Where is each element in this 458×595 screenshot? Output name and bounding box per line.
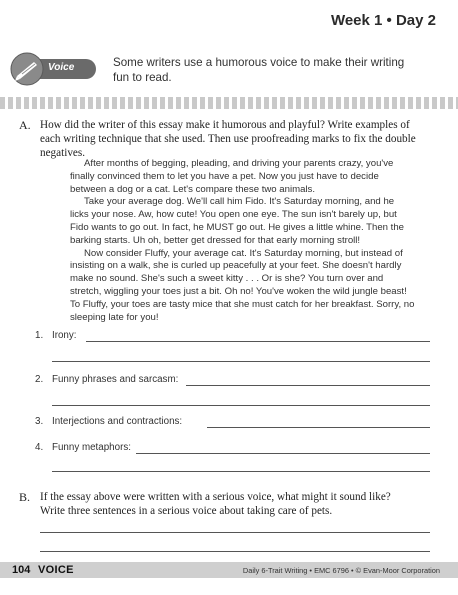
answer-item-label: Irony: (52, 330, 77, 341)
answer-line[interactable] (52, 471, 430, 472)
question-b-letter: B. (19, 490, 31, 504)
answer-item-number: 3. (35, 416, 44, 427)
essay-paragraph: Now consider Fluffy, your average cat. It's Saturday morning, but instead of insisting on a walk, she is curled up peacefully at your feet. She doesn't hardly make no sound. She's such a sweet kitty . . . Or is she? You turn over and stretch, wiggling your toes just a bit. Oh no! You've woken the wild jungle beast! To Fluffy, your toes are tasty mice that she must catch for her breakfast. Sorry, no sleeping late for you! (70, 247, 415, 323)
badge-label: Voice (48, 62, 75, 73)
essay-paragraph: Take your average dog. We'll call him Fido. It's Saturday morning, and he licks your nose. Aw, how cute! You open one eye. The sun isn't barely up, but Fido wants to go out. In fact, he MUST go out. He gives a little whine. Then the barking starts. Uh oh, better get dressed for that early morning stroll! (70, 196, 405, 246)
answer-line[interactable] (40, 532, 430, 533)
answer-line[interactable] (186, 385, 430, 386)
divider-stripe (0, 97, 458, 109)
answer-line[interactable] (52, 405, 430, 406)
question-b-text: If the essay above were written with a serious voice, what might it sound like? Write three sentences in a serious voice about taking care of pets. (40, 491, 391, 517)
essay (70, 158, 415, 324)
essay-paragraph: After months of begging, pleading, and driving your parents crazy, you've finally convinced them to let you have a pet. Now you just have to decide between a dog or a cat. Let's compare these two animals. (70, 158, 394, 195)
answer-item-label: Interjections and contractions: (52, 416, 183, 427)
answer-item-number: 4. (35, 442, 44, 453)
answer-line[interactable] (40, 551, 430, 552)
answer-line[interactable] (52, 361, 430, 362)
answer-item-number: 1. (35, 330, 44, 341)
footer-section: VOICE (38, 564, 74, 576)
answer-line[interactable] (207, 427, 430, 428)
answer-item-label: Funny metaphors: (52, 442, 131, 453)
footer-credit: Daily 6-Trait Writing • EMC 6796 • © Evan-Moor Corporation (242, 566, 440, 575)
week-day-heading: Week 1 • Day 2 (330, 12, 436, 29)
answer-line[interactable] (136, 453, 430, 454)
intro-text: Some writers use a humorous voice to make their writing fun to read. (113, 56, 405, 84)
answer-item-number: 2. (35, 374, 44, 385)
answer-line[interactable] (86, 341, 430, 342)
question-a-letter: A. (19, 118, 31, 132)
question-a-text: How did the writer of this essay make it humorous and playful? Write examples of each writing technique that she used. Then use proofreading marks to fix the double negatives. (40, 119, 416, 159)
page-number: 104 (12, 564, 31, 576)
answer-item-label: Funny phrases and sarcasm: (52, 374, 179, 385)
